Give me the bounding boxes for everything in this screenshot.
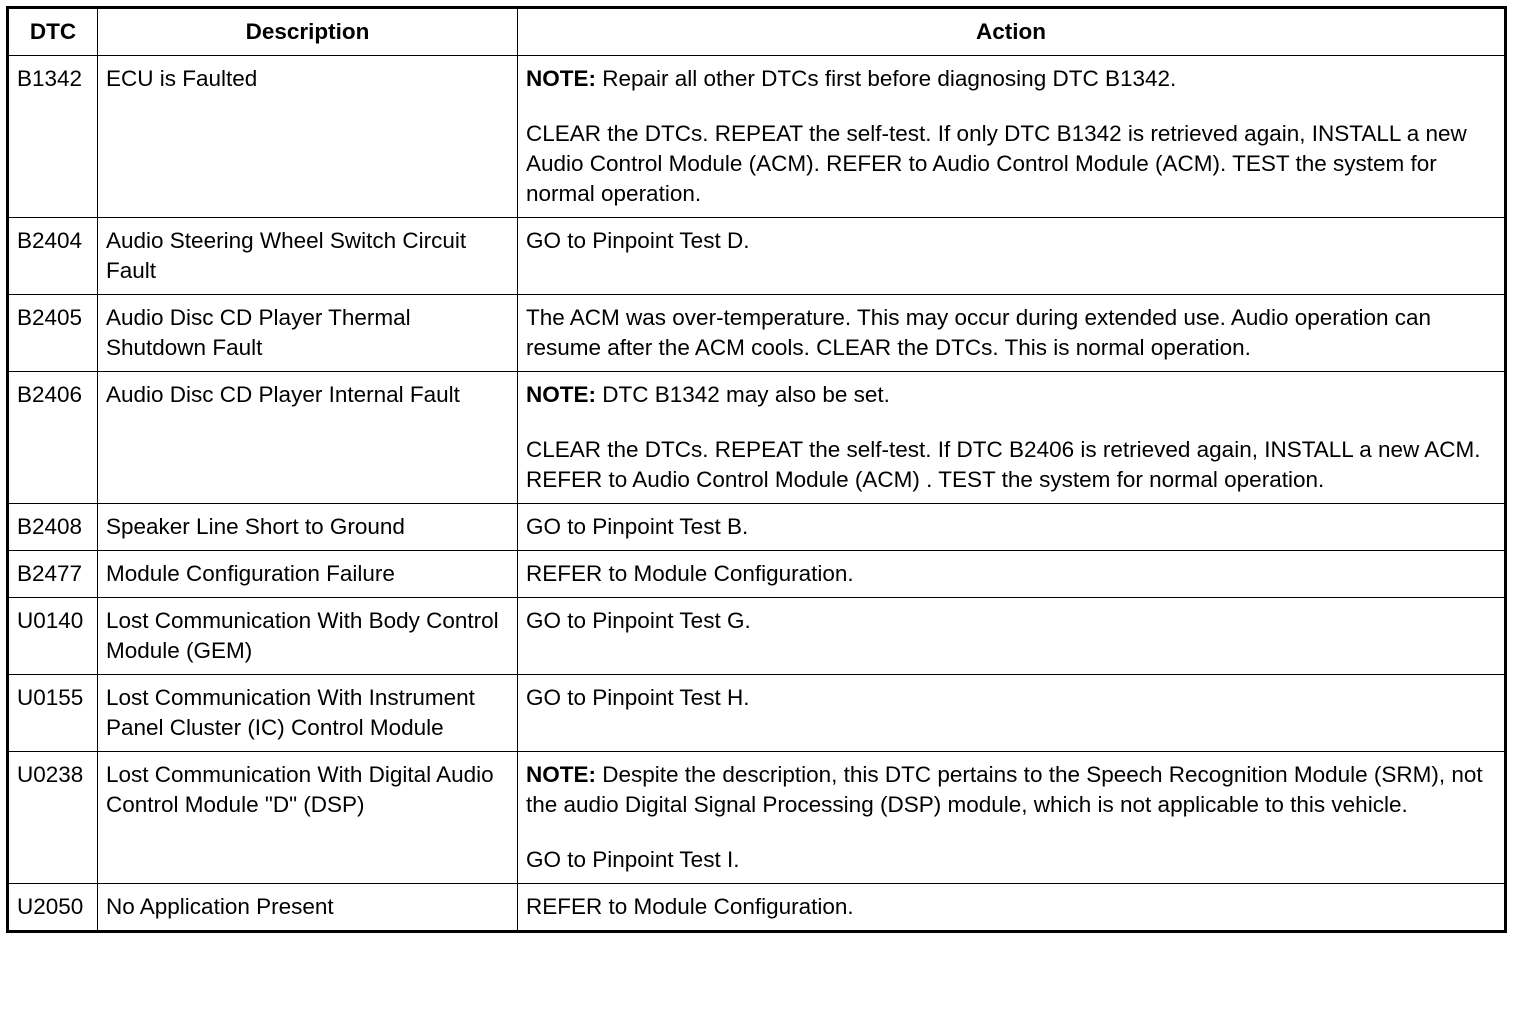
action-text: GO to Pinpoint Test I. (526, 847, 740, 872)
dtc-code: B2404 (8, 218, 98, 295)
action-text: GO to Pinpoint Test G. (526, 608, 751, 633)
dtc-action (518, 551, 1506, 598)
dtc-action (518, 295, 1506, 372)
dtc-code: B2408 (8, 504, 98, 551)
note-text: Repair all other DTCs first before diagnosing DTC B1342. (596, 66, 1177, 91)
table-row (8, 598, 1506, 675)
dtc-action (518, 504, 1506, 551)
dtc-description: Speaker Line Short to Ground (98, 504, 518, 551)
dtc-action (518, 372, 1506, 504)
dtc-code: B2477 (8, 551, 98, 598)
action-note (526, 760, 1496, 820)
table-row (8, 295, 1506, 372)
dtc-code: U2050 (8, 884, 98, 932)
note-text: DTC B1342 may also be set. (596, 382, 890, 407)
note-label: NOTE: (526, 66, 596, 91)
table-row (8, 372, 1506, 504)
table-row (8, 551, 1506, 598)
dtc-description: Audio Disc CD Player Thermal Shutdown Fault (98, 295, 518, 372)
dtc-description: Lost Communication With Body Control Module (GEM) (98, 598, 518, 675)
action-note (526, 380, 1496, 410)
action-text: GO to Pinpoint Test D. (526, 228, 750, 253)
action-text: REFER to Module Configuration. (526, 561, 854, 586)
table-row (8, 675, 1506, 752)
table-row (8, 884, 1506, 932)
dtc-description: ECU is Faulted (98, 56, 518, 218)
dtc-action (518, 752, 1506, 884)
dtc-code: U0238 (8, 752, 98, 884)
header-row (8, 8, 1506, 56)
dtc-action (518, 218, 1506, 295)
dtc-action (518, 675, 1506, 752)
dtc-action (518, 884, 1506, 932)
header-action: Action (518, 8, 1506, 56)
header-dtc: DTC (8, 8, 98, 56)
action-text: GO to Pinpoint Test H. (526, 685, 750, 710)
dtc-description: Lost Communication With Instrument Panel Cluster (IC) Control Module (98, 675, 518, 752)
dtc-action (518, 56, 1506, 218)
dtc-description: Module Configuration Failure (98, 551, 518, 598)
action-text: CLEAR the DTCs. REPEAT the self-test. If DTC B2406 is retrieved again, INSTALL a new ACM. REFER to Audio Control Module (ACM) . TEST the system for normal operation. (526, 437, 1481, 492)
action-text: CLEAR the DTCs. REPEAT the self-test. If only DTC B1342 is retrieved again, INSTALL a new Audio Control Module (ACM). REFER to Audio Control Module (ACM). TEST the system for normal operation. (526, 121, 1467, 206)
header-description: Description (98, 8, 518, 56)
table-row (8, 56, 1506, 218)
dtc-description: No Application Present (98, 884, 518, 932)
table-row (8, 752, 1506, 884)
table-body (8, 56, 1506, 932)
note-label: NOTE: (526, 762, 596, 787)
dtc-code: B1342 (8, 56, 98, 218)
action-note (526, 64, 1496, 94)
action-text: GO to Pinpoint Test B. (526, 514, 749, 539)
dtc-action (518, 598, 1506, 675)
action-text: REFER to Module Configuration. (526, 894, 854, 919)
dtc-description: Audio Steering Wheel Switch Circuit Fault (98, 218, 518, 295)
table-row (8, 218, 1506, 295)
dtc-code: U0140 (8, 598, 98, 675)
dtc-code: B2406 (8, 372, 98, 504)
dtc-description: Lost Communication With Digital Audio Control Module "D" (DSP) (98, 752, 518, 884)
dtc-table (6, 6, 1507, 933)
table-row (8, 504, 1506, 551)
dtc-description: Audio Disc CD Player Internal Fault (98, 372, 518, 504)
note-label: NOTE: (526, 382, 596, 407)
table-header (8, 8, 1506, 56)
action-text: The ACM was over-temperature. This may occur during extended use. Audio operation can resume after the ACM cools. CLEAR the DTCs. This is normal operation. (526, 305, 1432, 360)
note-text: Despite the description, this DTC pertains to the Speech Recognition Module (SRM), not the audio Digital Signal Processing (DSP) module, which is not applicable to this vehicle. (526, 762, 1483, 817)
dtc-code: U0155 (8, 675, 98, 752)
dtc-code: B2405 (8, 295, 98, 372)
